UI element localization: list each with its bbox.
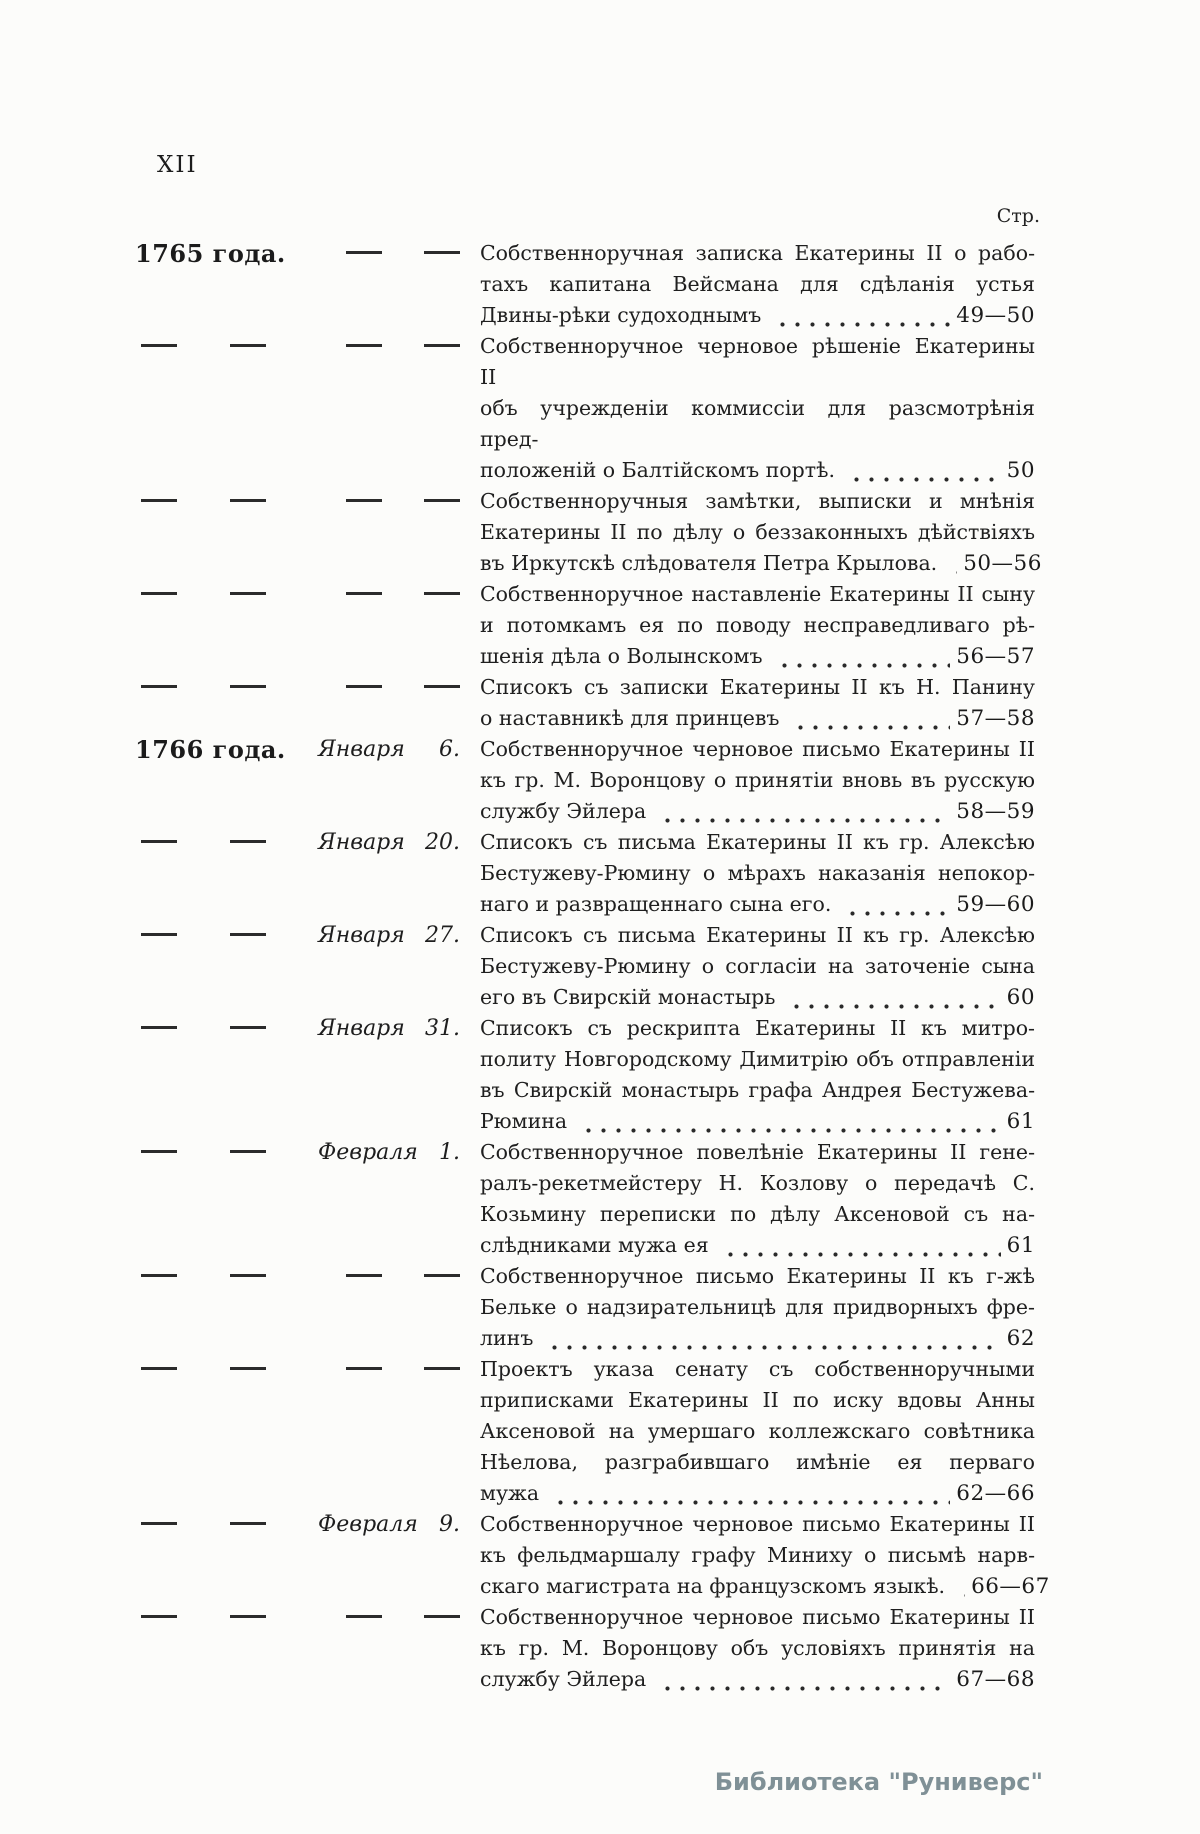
day-label: 9. — [439, 1512, 460, 1537]
ditto-cell — [202, 827, 292, 858]
entry-body — [480, 1137, 1035, 1261]
ditto-dash — [141, 1522, 177, 1525]
entry-line: Нѣелова, разграбившаго имѣніе ея перваго — [480, 1450, 1035, 1474]
ditto-dash — [141, 1150, 177, 1153]
entry-line-text: шенія дѣла о Волынскомъ — [480, 644, 763, 668]
entry-date-columns — [135, 1137, 480, 1168]
ditto-dash — [141, 1274, 177, 1277]
ditto-cell — [135, 672, 202, 703]
entry-line-final — [480, 982, 1035, 1013]
ditto-cell — [202, 1602, 292, 1633]
page-ref: 50—56 — [963, 551, 1042, 576]
entry-line-text: положеній о Балтійскомъ портѣ. — [480, 458, 835, 482]
month-label: Января — [318, 830, 405, 855]
ditto-cell — [135, 920, 202, 951]
entry-line: Бестужеву-Рюмину о согласіи на заточеніе сына — [480, 954, 1035, 978]
ditto-cell — [402, 579, 480, 610]
entry-body — [480, 238, 1035, 331]
entry-line-final — [480, 548, 1042, 579]
ditto-cell — [402, 486, 480, 517]
page-ref: 49—50 — [956, 303, 1035, 328]
entry-line: Собственноручная записка Екатерины II о рабо- — [480, 241, 1035, 265]
entry-line-final — [480, 455, 1035, 486]
toc-entry — [135, 579, 1035, 672]
entry-body — [480, 920, 1035, 1013]
ditto-dash — [230, 1367, 266, 1370]
entry-date-columns — [135, 734, 480, 765]
entry-line-text: Рюмина — [480, 1109, 568, 1133]
ditto-cell — [202, 1354, 292, 1385]
ditto-dash — [424, 251, 460, 254]
entry-line: Екатерины II по дѣлу о беззаконныхъ дѣйствіяхъ — [480, 520, 1035, 544]
ditto-cell — [135, 1261, 202, 1292]
entry-line-text: скаго магистрата на французскомъ языкѣ. — [480, 1574, 946, 1598]
toc-entry — [135, 331, 1035, 486]
ditto-cell — [292, 672, 402, 703]
entry-line: тахъ капитана Вейсмана для сдѣланія устья — [480, 272, 1035, 296]
entry-line-final — [480, 1106, 1035, 1137]
ditto-cell — [202, 920, 292, 951]
ditto-dash — [230, 1026, 266, 1029]
toc-entry — [135, 1013, 1035, 1137]
ditto-dash — [230, 933, 266, 936]
entry-body — [480, 579, 1035, 672]
ditto-cell — [402, 1602, 480, 1633]
entry-date-columns — [135, 1509, 480, 1540]
entry-line-text: наго и развращеннаго сына его. — [480, 892, 832, 916]
ditto-dash — [346, 1274, 382, 1277]
entry-line: и потомкамъ ея по поводу несправедливаго рѣ- — [480, 613, 1035, 637]
ditto-cell — [135, 579, 202, 610]
page-ref: 58—59 — [956, 799, 1035, 824]
ditto-cell — [292, 1261, 402, 1292]
entry-line-final — [480, 300, 1035, 331]
entry-line-final — [480, 1230, 1035, 1261]
page-column-header: Стр. — [996, 205, 1040, 227]
entry-body — [480, 827, 1035, 920]
ditto-cell — [402, 1354, 480, 1385]
day-label: 31. — [425, 1016, 460, 1041]
ditto-dash — [346, 1367, 382, 1370]
dot-leader — [955, 1571, 965, 1602]
entry-line-final — [480, 1571, 1050, 1602]
month-label: Февраля — [318, 1140, 418, 1165]
entry-line: приписками Екатерины II по иску вдовы Анны — [480, 1388, 1035, 1412]
ditto-cell — [292, 579, 402, 610]
ditto-cell — [135, 1354, 202, 1385]
ditto-cell — [292, 331, 402, 362]
ditto-cell — [135, 827, 202, 858]
toc-entry — [135, 1509, 1050, 1602]
entry-body — [480, 1354, 1035, 1509]
page-ref: 66—67 — [971, 1574, 1050, 1599]
ditto-cell — [202, 579, 292, 610]
ditto-dash — [230, 344, 266, 347]
entry-line: Аксеновой на умершаго коллежскаго совѣтника — [480, 1419, 1035, 1443]
entry-line-text: его въ Свирскій монастырь — [480, 985, 776, 1009]
entry-date-columns — [135, 1602, 480, 1633]
entry-line: объ учрежденіи коммиссіи для разсмотрѣнія пред- — [480, 396, 1035, 451]
ditto-dash — [424, 344, 460, 347]
year-label: 1766 года. — [135, 735, 286, 764]
toc-entry — [135, 1137, 1035, 1261]
ditto-dash — [230, 685, 266, 688]
entry-line: политу Новгородскому Димитрію объ отправленіи — [480, 1047, 1035, 1071]
day-label: 27. — [425, 923, 460, 948]
entry-line: Собственноручное повелѣніе Екатерины II гене- — [480, 1140, 1035, 1164]
entry-body — [480, 734, 1035, 827]
day-label: 6. — [439, 737, 460, 762]
dot-leader — [771, 300, 950, 331]
entry-date-columns — [135, 486, 480, 517]
month-label: Января — [318, 923, 405, 948]
entry-line: Бельке о надзирательницѣ для придворныхъ фре- — [480, 1295, 1035, 1319]
entry-line-final — [480, 1323, 1035, 1354]
ditto-cell — [292, 238, 402, 269]
ditto-cell — [292, 1354, 402, 1385]
ditto-dash — [141, 933, 177, 936]
entry-date-columns — [135, 1261, 480, 1292]
page-ref: 50 — [1006, 458, 1035, 483]
entry-line: Бестужеву-Рюмину о мѣрахъ наказанія непокор- — [480, 861, 1035, 885]
entry-date-columns — [135, 238, 480, 269]
entry-line: Козьмину переписки по дѣлу Аксеновой съ на- — [480, 1202, 1035, 1226]
entry-body — [480, 331, 1035, 486]
entry-date-columns — [135, 672, 480, 703]
entry-line: къ гр. М. Воронцову о принятіи вновь въ русскую — [480, 768, 1035, 792]
entry-line: Собственноручное черновое письмо Екатерины II — [480, 737, 1035, 761]
folio-number: XII — [157, 152, 198, 178]
entry-line-final — [480, 889, 1035, 920]
dot-leader — [549, 1478, 950, 1509]
ditto-cell — [402, 672, 480, 703]
entry-line-text: Двины-рѣки судоходнымъ — [480, 303, 762, 327]
ditto-dash — [424, 685, 460, 688]
ditto-dash — [230, 840, 266, 843]
entry-body — [480, 672, 1035, 734]
entry-line: Собственноручное черновое письмо Екатерины II — [480, 1512, 1035, 1536]
page-ref: 62—66 — [956, 1481, 1035, 1506]
page-ref: 59—60 — [956, 892, 1035, 917]
entry-date-columns — [135, 1013, 480, 1044]
dot-leader — [773, 641, 951, 672]
ditto-dash — [230, 1615, 266, 1618]
page-ref: 67—68 — [956, 1667, 1035, 1692]
ditto-cell — [202, 331, 292, 362]
entry-date-columns — [135, 331, 480, 362]
ditto-cell — [135, 486, 202, 517]
ditto-dash — [424, 1367, 460, 1370]
month-label: Января — [318, 737, 405, 762]
entry-line: Собственноручное наставленіе Екатерины II сыну — [480, 582, 1035, 606]
ditto-cell — [202, 1137, 292, 1168]
ditto-cell — [202, 672, 292, 703]
entry-line: къ гр. М. Воронцову объ условіяхъ принятія на — [480, 1636, 1035, 1660]
entry-date-columns — [135, 579, 480, 610]
dot-leader — [845, 455, 1001, 486]
entry-line: Собственноручное письмо Екатерины II къ г-жѣ — [480, 1264, 1035, 1288]
entry-date-columns — [135, 920, 480, 951]
ditto-dash — [424, 1274, 460, 1277]
entry-line: Собственноручныя замѣтки, выписки и мнѣнія — [480, 489, 1035, 513]
ditto-cell — [202, 1509, 292, 1540]
library-watermark: Библиотека "Руниверс" — [714, 1768, 1043, 1796]
toc-entry — [135, 734, 1035, 827]
toc-entry — [135, 486, 1042, 579]
entry-body — [480, 1509, 1050, 1602]
ditto-dash — [141, 499, 177, 502]
ditto-cell — [402, 238, 480, 269]
ditto-dash — [424, 1615, 460, 1618]
ditto-dash — [230, 1522, 266, 1525]
dot-leader — [656, 796, 950, 827]
toc-list — [135, 238, 1050, 1695]
entry-line: Списокъ съ письма Екатерины II къ гр. Алексѣю — [480, 923, 1035, 947]
ditto-dash — [230, 1150, 266, 1153]
ditto-cell — [202, 1261, 292, 1292]
toc-entry — [135, 827, 1035, 920]
ditto-dash — [346, 251, 382, 254]
toc-entry — [135, 672, 1035, 734]
entry-line: къ фельдмаршалу графу Миниху о письмѣ нарв- — [480, 1543, 1035, 1567]
page-ref: 62 — [1006, 1326, 1035, 1351]
ditto-cell — [135, 331, 202, 362]
entry-line: Собственноручное черновое рѣшеніе Екатерины II — [480, 334, 1035, 389]
entry-line-final — [480, 796, 1035, 827]
entry-body — [480, 1261, 1035, 1354]
ditto-cell — [402, 331, 480, 362]
entry-line-final — [480, 1478, 1035, 1509]
entry-body — [480, 1013, 1035, 1137]
ditto-dash — [346, 499, 382, 502]
ditto-cell — [135, 1602, 202, 1633]
entry-line-text: службу Эйлера — [480, 799, 647, 823]
entry-line: Собственноручное черновое письмо Екатерины II — [480, 1605, 1035, 1629]
day-label: 20. — [425, 830, 460, 855]
page-ref: 60 — [1006, 985, 1035, 1010]
day-label: 1. — [439, 1140, 460, 1165]
toc-entry — [135, 1261, 1035, 1354]
toc-entry — [135, 1602, 1035, 1695]
month-label: Февраля — [318, 1512, 418, 1537]
ditto-dash — [346, 344, 382, 347]
ditto-dash — [141, 840, 177, 843]
ditto-cell — [135, 1013, 202, 1044]
page-ref: 61 — [1006, 1233, 1035, 1258]
entry-date-columns — [135, 827, 480, 858]
ditto-dash — [141, 1615, 177, 1618]
entry-line-text: въ Иркутскѣ слѣдователя Петра Крылова. — [480, 551, 938, 575]
dot-leader — [947, 548, 957, 579]
entry-line: Списокъ съ записки Екатерины II къ Н. Панину — [480, 675, 1035, 699]
ditto-dash — [230, 499, 266, 502]
entry-line-text: службу Эйлера — [480, 1667, 647, 1691]
entry-line-text: слѣдниками мужа ея — [480, 1233, 709, 1257]
entry-line-final — [480, 641, 1035, 672]
entry-line-final — [480, 703, 1035, 734]
entry-line: ралъ-рекетмейстеру Н. Козлову о передачѣ С. — [480, 1171, 1035, 1195]
ditto-cell — [202, 486, 292, 517]
ditto-dash — [141, 1367, 177, 1370]
ditto-dash — [141, 1026, 177, 1029]
page-ref: 57—58 — [956, 706, 1035, 731]
entry-body — [480, 486, 1042, 579]
entry-line: въ Свирскій монастырь графа Андрея Бестужева- — [480, 1078, 1035, 1102]
ditto-dash — [141, 592, 177, 595]
dot-leader — [543, 1323, 1000, 1354]
entry-line: Списокъ съ рескрипта Екатерины II къ митро- — [480, 1016, 1035, 1040]
entry-line: Списокъ съ письма Екатерины II къ гр. Алексѣю — [480, 830, 1035, 854]
entry-line-text: линъ — [480, 1326, 534, 1350]
year-label: 1765 года. — [135, 239, 286, 268]
page-ref: 56—57 — [956, 644, 1035, 669]
ditto-dash — [424, 499, 460, 502]
entry-line-final — [480, 1664, 1035, 1695]
ditto-cell — [402, 1261, 480, 1292]
ditto-dash — [230, 1274, 266, 1277]
ditto-cell — [292, 1602, 402, 1633]
entry-body — [480, 1602, 1035, 1695]
ditto-cell — [135, 1509, 202, 1540]
toc-entry — [135, 238, 1035, 331]
ditto-cell — [135, 1137, 202, 1168]
ditto-dash — [230, 592, 266, 595]
entry-line-text: мужа — [480, 1481, 540, 1505]
dot-leader — [719, 1230, 1001, 1261]
entry-date-columns — [135, 1354, 480, 1385]
ditto-cell — [292, 486, 402, 517]
month-label: Января — [318, 1016, 405, 1041]
ditto-dash — [141, 344, 177, 347]
ditto-cell — [202, 1013, 292, 1044]
ditto-dash — [141, 685, 177, 688]
dot-leader — [785, 982, 1000, 1013]
dot-leader — [577, 1106, 1001, 1137]
toc-entry — [135, 920, 1035, 1013]
ditto-dash — [424, 592, 460, 595]
entry-line: Проектъ указа сенату съ собственноручными — [480, 1357, 1035, 1381]
ditto-dash — [346, 1615, 382, 1618]
dot-leader — [789, 703, 950, 734]
page-ref: 61 — [1006, 1109, 1035, 1134]
entry-line-text: о наставникѣ для принцевъ — [480, 706, 780, 730]
dot-leader — [841, 889, 950, 920]
ditto-dash — [346, 685, 382, 688]
dot-leader — [656, 1664, 950, 1695]
ditto-dash — [346, 592, 382, 595]
toc-entry — [135, 1354, 1035, 1509]
